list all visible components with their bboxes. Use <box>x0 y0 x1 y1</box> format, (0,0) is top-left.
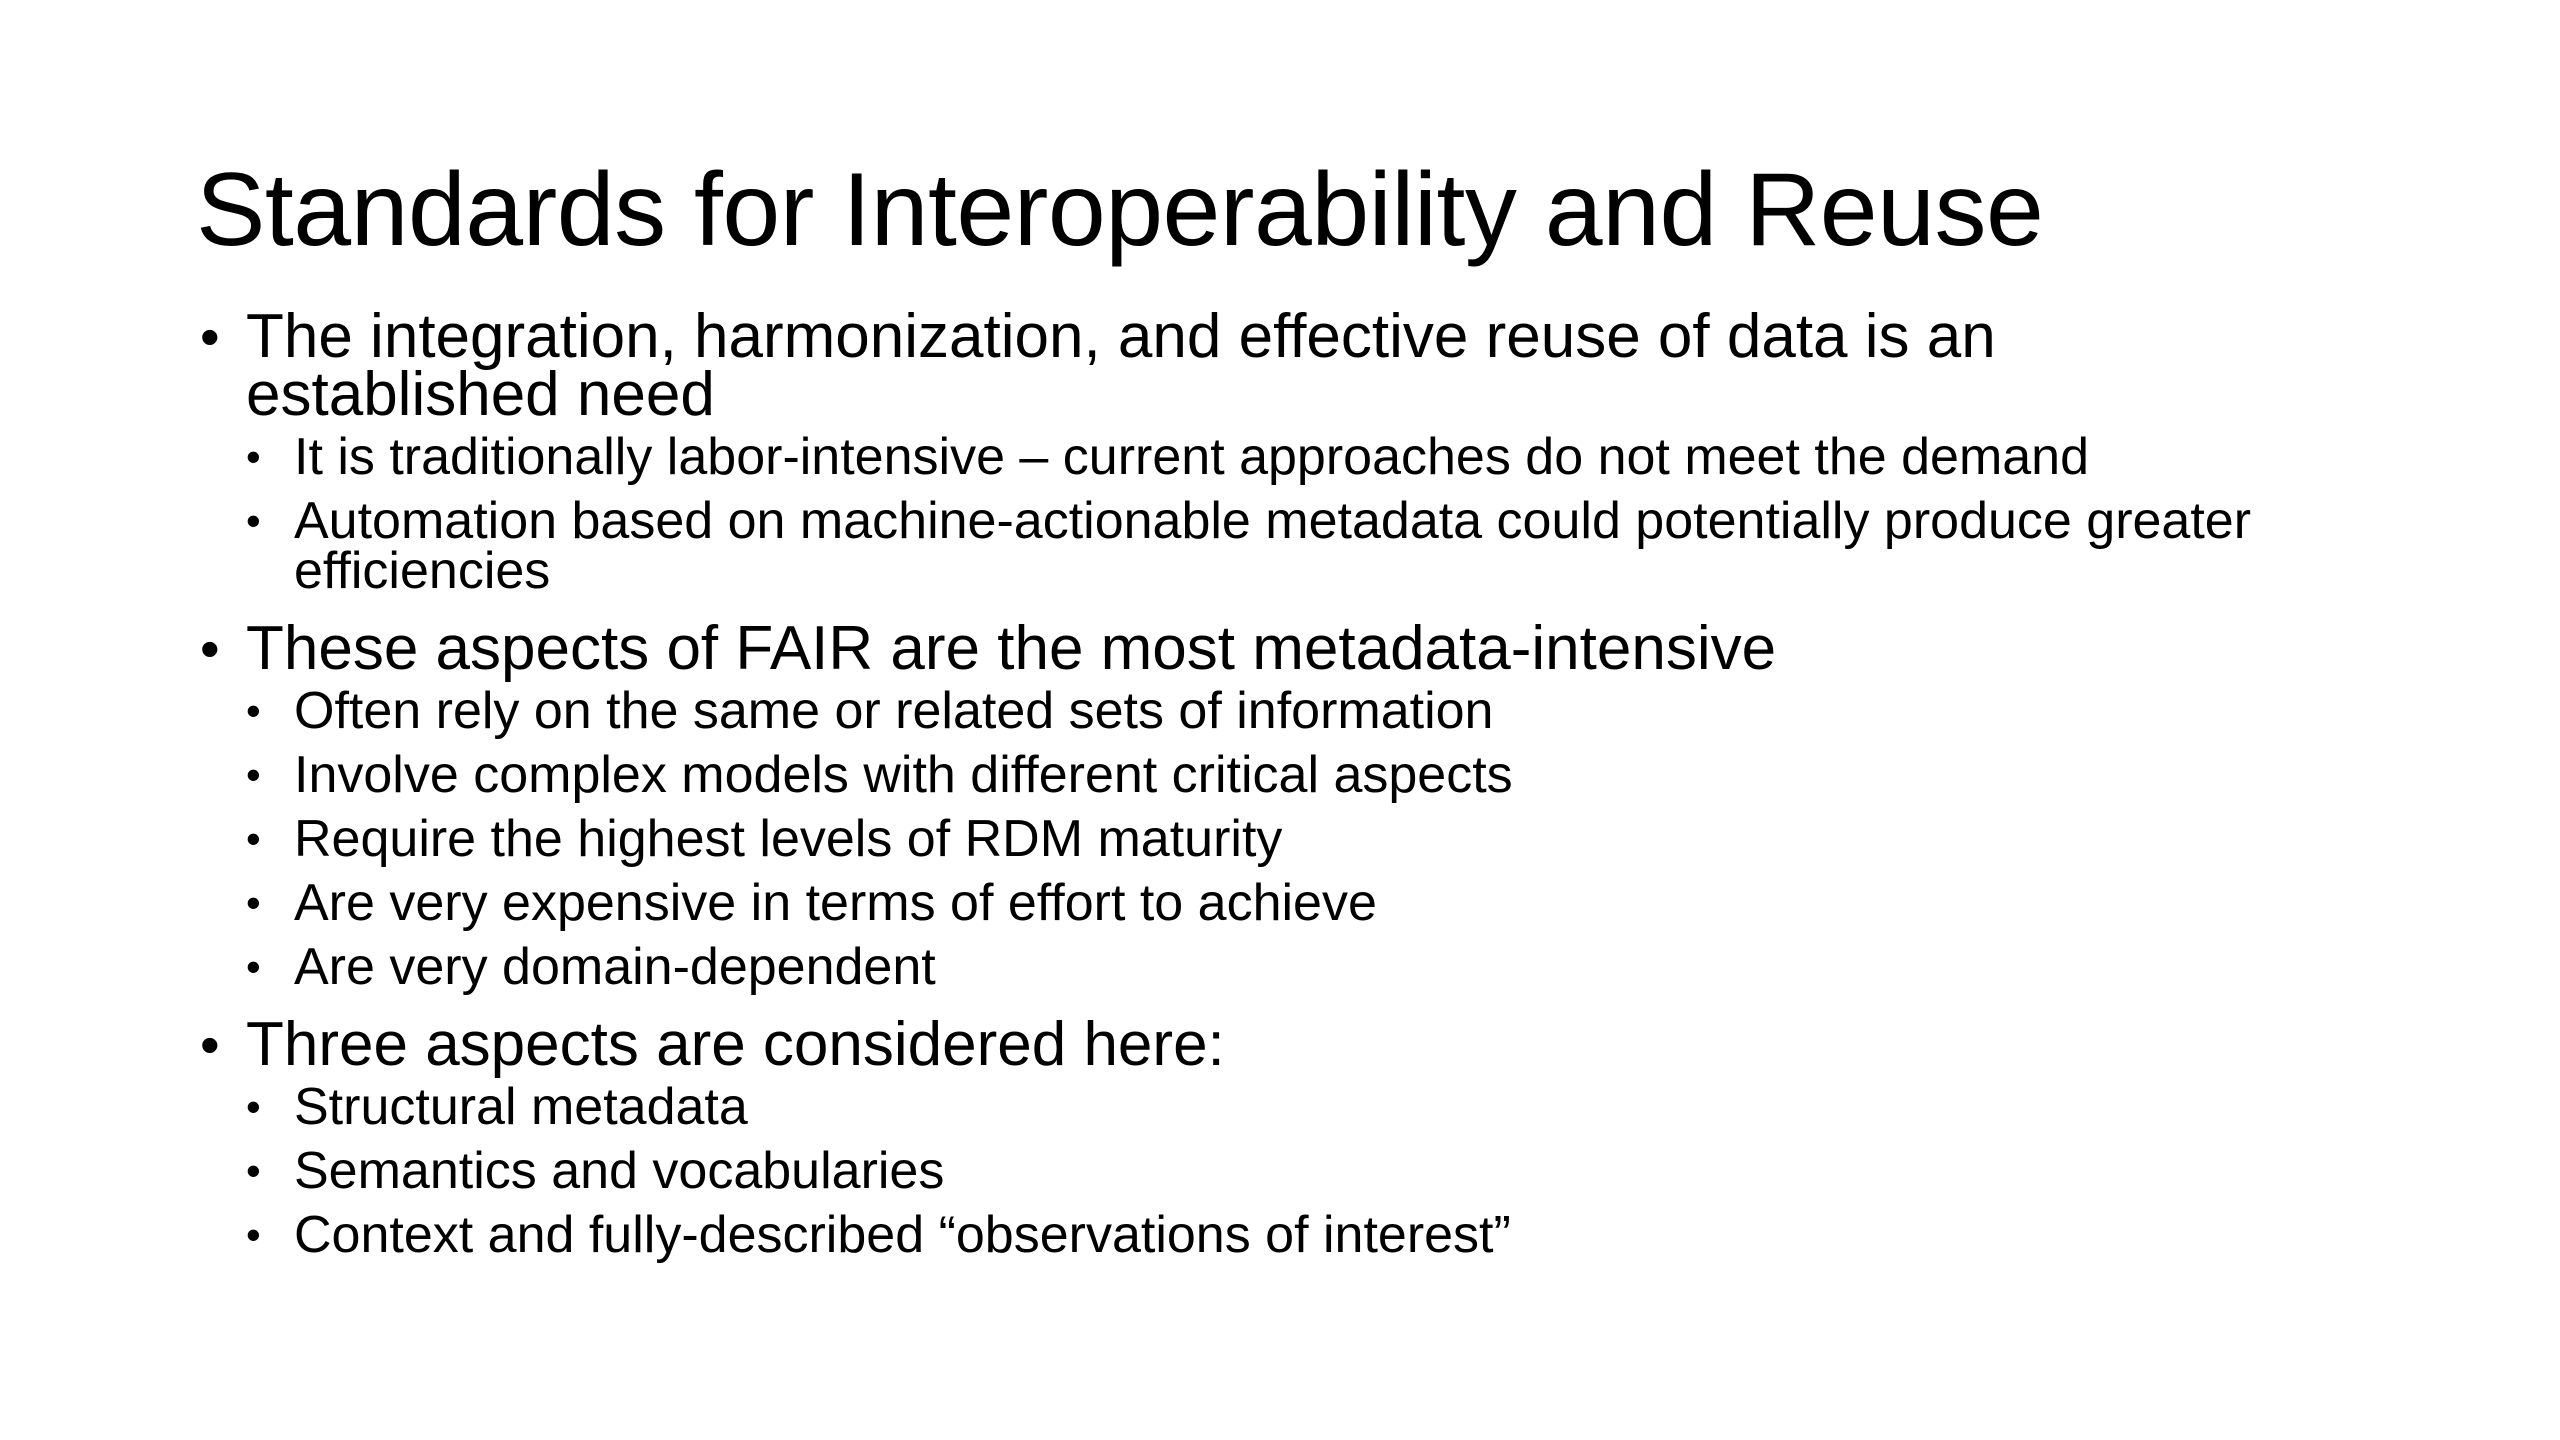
bullet-item <box>196 1010 2346 1264</box>
sub-bullet-text: Automation based on machine-actionable metadata could potentially produce greater efficiencies <box>294 492 2252 600</box>
bullet-dot-icon: • <box>246 943 261 990</box>
sub-bullet-text: Involve complex models with different critical aspects <box>294 746 1513 804</box>
bullet-dot-icon: • <box>200 617 220 680</box>
sub-bullet-text: Are very domain-dependent <box>294 938 936 996</box>
sub-bullet-text: Context and fully-described “observations of interest” <box>294 1206 1511 1264</box>
bullet-item <box>196 614 2346 996</box>
sub-bullet-item <box>246 682 2346 740</box>
bullet-item <box>196 302 2346 600</box>
sub-bullet-text: It is traditionally labor-intensive – current approaches do not meet the demand <box>294 428 2090 486</box>
slide-title: Standards for Interoperability and Reuse <box>196 152 2044 268</box>
sub-bullet-text: Require the highest levels of RDM maturity <box>294 810 1283 868</box>
bullet-dot-icon: • <box>246 1211 261 1258</box>
bullet-dot-icon: • <box>246 433 261 480</box>
sub-bullet-text: Often rely on the same or related sets of information <box>294 682 1494 740</box>
sub-bullet-text: Structural metadata <box>294 1078 748 1136</box>
bullet-dot-icon: • <box>246 687 261 734</box>
sub-bullet-item <box>246 1078 2346 1136</box>
sub-bullet-list <box>246 428 2346 600</box>
bullet-text: Three aspects are considered here: <box>246 1010 1225 1079</box>
bullet-dot-icon: • <box>246 815 261 862</box>
sub-bullet-list <box>246 1078 2346 1264</box>
bullet-text: The integration, harmonization, and effective reuse of data is an established need <box>246 302 1996 429</box>
sub-bullet-text: Are very expensive in terms of effort to achieve <box>294 874 1377 932</box>
sub-bullet-item <box>246 1142 2346 1200</box>
sub-bullet-item <box>246 1206 2346 1264</box>
bullet-dot-icon: • <box>246 1147 261 1194</box>
sub-bullet-item <box>246 492 2346 600</box>
sub-bullet-item <box>246 428 2346 486</box>
bullet-dot-icon: • <box>200 305 220 368</box>
bullet-dot-icon: • <box>246 497 261 544</box>
sub-bullet-item <box>246 938 2346 996</box>
bullet-dot-icon: • <box>246 751 261 798</box>
sub-bullet-item <box>246 810 2346 868</box>
bullet-dot-icon: • <box>246 1083 261 1130</box>
sub-bullet-item <box>246 874 2346 932</box>
sub-bullet-text: Semantics and vocabularies <box>294 1142 945 1200</box>
sub-bullet-list <box>246 682 2346 996</box>
bullet-dot-icon: • <box>246 879 261 926</box>
bullet-dot-icon: • <box>200 1013 220 1076</box>
sub-bullet-item <box>246 746 2346 804</box>
bullet-text: These aspects of FAIR are the most metadata-intensive <box>246 614 1777 683</box>
bullet-list <box>196 302 2346 1264</box>
slide-body <box>196 302 2346 1284</box>
